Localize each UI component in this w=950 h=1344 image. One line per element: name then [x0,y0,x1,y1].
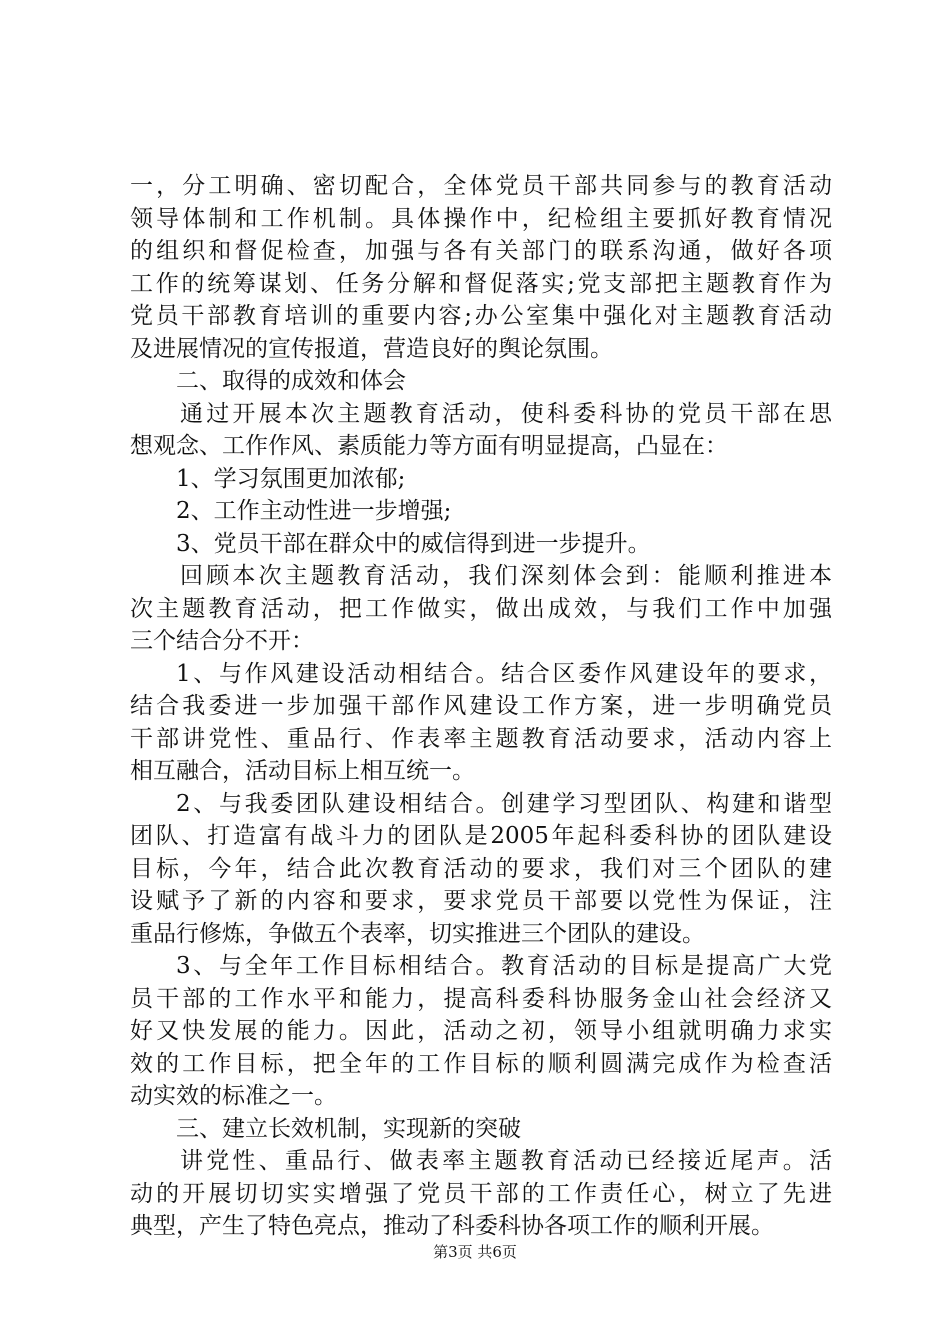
text-line: 党员干部教育培训的重要内容;办公室集中强化对主题教育活动 [130,303,832,329]
text-line: 2、工作主动性进一步增强; [176,498,452,524]
text-line: 典型，产生了特色亮点，推动了科委科协各项工作的顺利开展。 [130,1213,774,1239]
text-line: 相互融合，活动目标上相互统一。 [130,758,475,784]
page-number-label: 第3页 共6页 [433,1243,517,1261]
text-line: 回顾本次主题教育活动，我们深刻体会到：能顺利推进本 [180,563,832,589]
text-line: 结合我委进一步加强干部作风建设工作方案，进一步明确党员 [130,693,832,719]
text-line: 设赋予了新的内容和要求，要求党员干部要以党性为保证，注 [130,888,832,914]
text-line: 好又快发展的能力。因此，活动之初，领导小组就明确力求实 [130,1018,832,1044]
text-line: 三个结合分不开： [130,628,314,654]
text-line: 效的工作目标，把全年的工作目标的顺利圆满完成作为检查活 [130,1050,832,1077]
text-line: 2、与我委团队建设相结合。创建学习型团队、构建和谐型 [176,790,832,817]
text-line: 1、与作风建设活动相结合。结合区委作风建设年的要求， [176,660,832,687]
text-line: 干部讲党性、重品行、作表率主题教育活动要求，活动内容上 [130,725,832,752]
text-line: 及进展情况的宣传报道，营造良好的舆论氛围。 [130,335,613,362]
text-line: 二、取得的成效和体会 [176,368,406,394]
text-line: 动的开展切切实实增强了党员干部的工作责任心，树立了先进 [130,1180,832,1207]
text-line: 1、学习氛围更加浓郁; [176,465,406,492]
document-body [130,170,832,1243]
text-line: 的组织和督促检查，加强与各有关部门的联系沟通，做好各项 [130,238,832,264]
text-line: 团队、打造富有战斗力的团队是2005年起科委科协的团队建设 [130,823,832,849]
page-footer [0,1242,950,1262]
text-line: 三、建立长效机制，实现新的突破 [176,1115,521,1142]
text-line: 员干部的工作水平和能力，提高科委科协服务金山社会经济又 [130,985,832,1012]
text-line: 领导体制和工作机制。具体操作中，纪检组主要抓好教育情况 [130,205,832,232]
text-line: 工作的统筹谋划、任务分解和督促落实;党支部把主题教育作为 [130,270,832,297]
text-line: 3、党员干部在群众中的威信得到进一步提升。 [176,530,651,557]
text-line: 想观念、工作作风、素质能力等方面有明显提高，凸显在： [130,433,728,459]
text-line: 目标，今年，结合此次教育活动的要求，我们对三个团队的建 [130,855,832,882]
text-line: 次主题教育活动，把工作做实，做出成效，与我们工作中加强 [130,595,832,622]
text-line: 3、与全年工作目标相结合。教育活动的目标是提高广大党 [176,953,832,979]
text-line: 通过开展本次主题教育活动，使科委科协的党员干部在思 [180,400,832,427]
text-line: 讲党性、重品行、做表率主题教育活动已经接近尾声。活 [180,1148,832,1174]
text-line: 动实效的标准之一。 [130,1083,337,1109]
text-line: 重品行修炼，争做五个表率，切实推进三个团队的建设。 [130,920,705,947]
text-line: 一，分工明确、密切配合，全体党员干部共同参与的教育活动 [130,173,832,199]
